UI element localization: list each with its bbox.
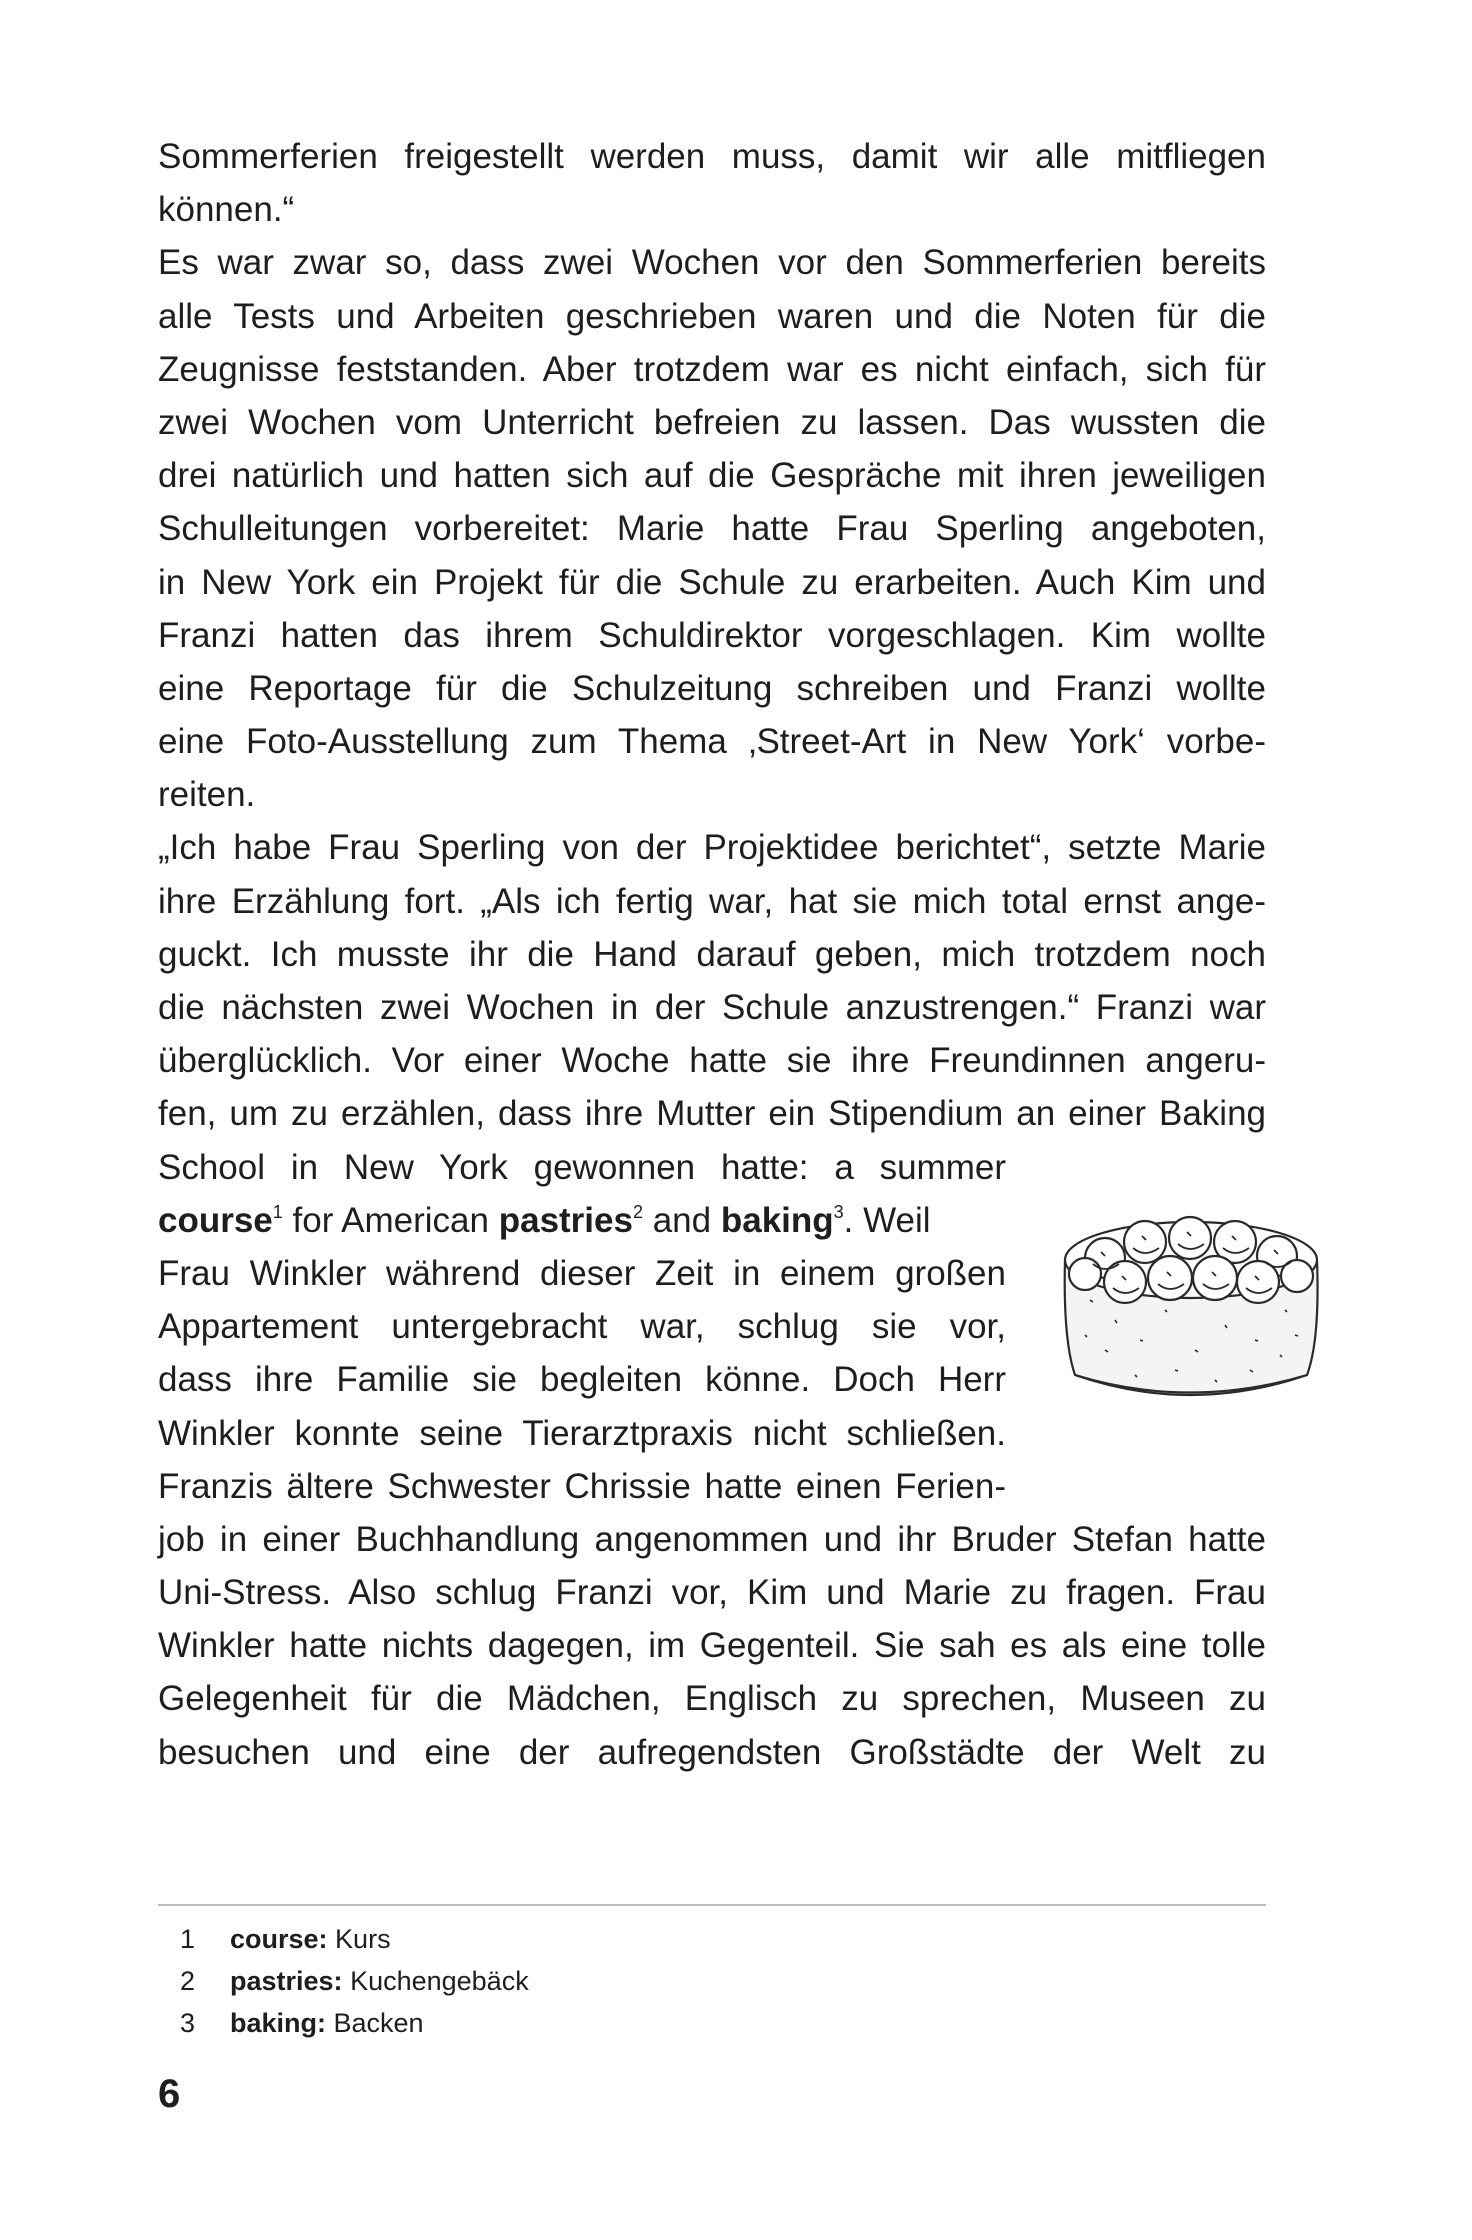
footnote-definition: Backen [326,2008,424,2038]
footnote-item [158,1918,1266,1960]
blueberry-tart-illustration [1045,1190,1335,1415]
text-line: alle Tests und Arbeiten geschrieben waren und die Noten für die [158,296,1266,336]
text-line: „Ich habe Frau Sperling von der Projektidee berichtet“, setzte Marie [158,828,1266,868]
text-line: zwei Wochen vom Unterricht befreien zu lassen. Das wussten die [158,402,1266,442]
footnote-ref: 3 [833,1201,844,1222]
footnote-term: baking: [230,2008,327,2038]
text-line: können.“ [158,190,295,230]
text-line: drei natürlich und hatten sich auf die Gespräche mit ihren jeweiligen [158,456,1266,496]
text-line: job in einer Buchhandlung angenommen und ihr Bruder Stefan hatte [158,1519,1266,1559]
text-line: in New York ein Projekt für die Schule zu erarbeiten. Auch Kim und [158,562,1266,602]
footnote-term: pastries: [230,1966,343,1996]
body-text [158,130,1266,1779]
glossary-term-course: course [158,1200,273,1240]
text-line: guckt. Ich musste ihr die Hand darauf geben, mich trotzdem noch [158,934,1266,974]
footnote-ref: 1 [272,1201,283,1222]
footnote-item [158,1960,1266,2002]
text-line: Franzis ältere Schwester Chrissie hatte einen Ferien- [158,1466,1006,1506]
text-line: eine Reportage für die Schulzeitung schreiben und Franzi wollte [158,668,1266,708]
text-line-glossed [158,1194,1006,1247]
text-line: Zeugnisse feststanden. Aber trotzdem war es nicht einfach, sich für [158,349,1266,389]
text-line: Es war zwar so, dass zwei Wochen vor den Sommerferien bereits [158,243,1266,283]
text-line: Frau Winkler während dieser Zeit in einem großen [158,1253,1006,1293]
text-line: Winkler hatte nichts dagegen, im Gegenteil. Sie sah es als eine tolle [158,1626,1266,1666]
text-line: reiten. [158,775,256,815]
text-line: fen, um zu erzählen, dass ihre Mutter ein Stipendium an einer Baking [158,1094,1266,1134]
footnote-divider [158,1904,1266,1906]
text-line: besuchen und eine der aufregendsten Großstädte der Welt zu [158,1732,1266,1772]
glossary-term-baking: baking [720,1200,834,1240]
text-line: ihre Erzählung fort. „Als ich fertig war, hat sie mich total ernst ange- [158,881,1266,921]
text-line: Appartement untergebracht war, schlug sie vor, [158,1307,1006,1347]
glossary-term-pastries: pastries [498,1200,633,1240]
text-fragment: for American [282,1200,499,1240]
text-line: Gelegenheit für die Mädchen, Englisch zu sprechen, Museen zu [158,1679,1266,1719]
text-line: Sommerferien freigestellt werden muss, damit wir alle mitfliegen [158,137,1266,176]
text-line: School in New York gewonnen hatte: a summer [158,1147,1006,1187]
text-line: Franzi hatten das ihrem Schuldirektor vorgeschlagen. Kim wollte [158,615,1266,655]
text-fragment: . Weil [843,1200,931,1240]
footnote-number: 2 [180,1966,196,1996]
footnote-definition: Kuchengebäck [342,1966,529,1996]
footnote-item [158,2002,1266,2044]
text-line: überglücklich. Vor einer Woche hatte sie ihre Freundinnen angeru- [158,1041,1266,1081]
text-line: eine Foto-Ausstellung zum Thema ‚Street-Art in New York‘ vorbe- [158,722,1266,762]
text-line: Schulleitungen vorbereitet: Marie hatte Frau Sperling angeboten, [158,509,1266,549]
footnote-number: 1 [180,1924,196,1954]
text-line: dass ihre Familie sie begleiten könne. Doch Herr [158,1360,1006,1400]
text-line: die nächsten zwei Wochen in der Schule anzustrengen.“ Franzi war [158,988,1266,1027]
footnote-definition: Kurs [327,1924,391,1954]
footnote-ref: 2 [632,1201,643,1222]
footnote-term: course: [230,1924,328,1954]
page-number: 6 [158,2072,181,2116]
text-fragment: and [642,1200,721,1240]
footnote-number: 3 [180,2008,196,2038]
footnotes [158,1918,1266,2044]
text-line: Winkler konnte seine Tierarztpraxis nicht schließen. [158,1413,1006,1453]
text-line: Uni-Stress. Also schlug Franzi vor, Kim und Marie zu fragen. Frau [158,1573,1266,1613]
